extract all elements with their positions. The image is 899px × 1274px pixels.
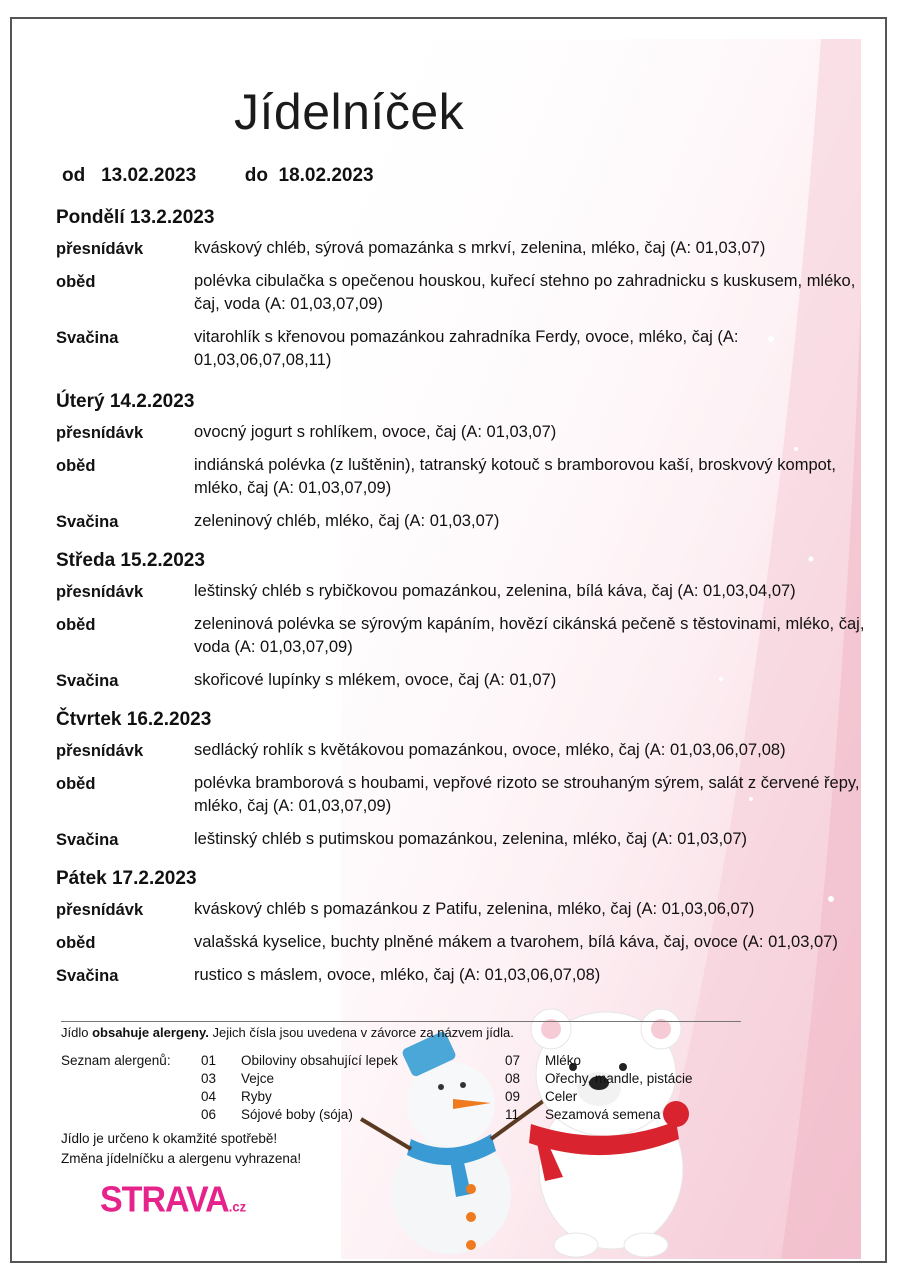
allergen-name: Celer (545, 1089, 578, 1104)
allergen-number: 04 (201, 1089, 217, 1104)
meal-description: polévka cibulačka s opečenou houskou, kuřecí stehno po zahradnicku s kuskusem, mléko, čaj, voda (A: 01,03,07,09) (194, 272, 856, 313)
allergen-list-label: Seznam alergenů: (61, 1053, 171, 1068)
day-title: Úterý 14.2.2023 (56, 391, 195, 412)
meal-type: oběd (56, 775, 96, 793)
meal-description: valašská kyselice, buchty plněné mákem a tvarohem, bílá káva, čaj, ovoce (A: 01,03,07) (194, 933, 838, 951)
day-title: Středa 15.2.2023 (56, 550, 205, 571)
range-to-label: do (244, 165, 268, 186)
meal-description: ovocný jogurt s rohlíkem, ovoce, čaj (A: 01,03,07) (194, 423, 557, 441)
meal-description: polévka bramborová s houbami, vepřové rizoto se strouhaným sýrem, salát z červené řepy, mléko, čaj (A: 01,03,07,09) (194, 774, 860, 815)
day-title: Pátek 17.2.2023 (56, 868, 197, 889)
range-from-date: 13.02.2023 (101, 165, 197, 186)
divider (61, 1021, 741, 1022)
allergen-item (201, 1089, 272, 1104)
meal-row (56, 454, 876, 500)
allergen-name: Vejce (241, 1071, 275, 1086)
meal-type: Svačina (56, 967, 119, 985)
day-title: Pondělí 13.2.2023 (56, 207, 215, 228)
allergen-number: 09 (505, 1089, 521, 1104)
meal-row (56, 828, 876, 851)
date-range (62, 165, 374, 187)
meal-row (56, 613, 876, 659)
allergen-name: Ořechy, mandle, pistácie (545, 1071, 693, 1086)
meal-description: skořicové lupínky s mlékem, ovoce, čaj (A: 01,07) (194, 671, 557, 689)
meal-type: oběd (56, 934, 96, 952)
allergen-number: 03 (201, 1071, 217, 1086)
allergen-number: 11 (505, 1107, 520, 1122)
allergen-number: 08 (505, 1071, 521, 1086)
meal-type: Svačina (56, 329, 119, 347)
footer-note-consumption: Jídlo je určeno k okamžité spotřebě! (61, 1131, 278, 1146)
note-suffix: Jejich čísla jsou uvedena v závorce za názvem jídla. (208, 1025, 514, 1040)
meal-type: přesnídávk (56, 240, 144, 258)
meal-description: zeleninová polévka se sýrovým kapáním, hovězí cikánská pečeně s těstovinami, mléko, čaj, voda (A: 01,03,07,09) (194, 615, 865, 656)
meal-type: Svačina (56, 513, 119, 531)
allergen-name: Ryby (241, 1089, 272, 1104)
allergen-item (201, 1071, 274, 1086)
logo-main-text: STRAVA (100, 1180, 229, 1220)
meal-type: oběd (56, 273, 96, 291)
allergen-name: Mléko (545, 1053, 582, 1068)
allergen-item (201, 1107, 353, 1122)
meal-row (56, 421, 876, 444)
allergen-item (505, 1089, 577, 1104)
meal-row (56, 931, 876, 954)
meal-row (56, 510, 876, 533)
allergen-number: 01 (201, 1053, 217, 1068)
allergen-item (505, 1053, 581, 1068)
range-from-label: od (62, 165, 86, 186)
meal-description: leštinský chléb s rybičkovou pomazánkou, zelenina, bílá káva, čaj (A: 01,03,04,07) (194, 582, 796, 600)
meal-row (56, 270, 876, 316)
meal-description: vitarohlík s křenovou pomazánkou zahradníka Ferdy, ovoce, mléko, čaj (A: 01,03,06,07,08,11) (194, 328, 739, 369)
day-title: Čtvrtek 16.2.2023 (56, 709, 212, 730)
allergen-item (201, 1053, 398, 1068)
meal-row (56, 669, 876, 692)
strava-logo (100, 1180, 246, 1221)
meal-description: kváskový chléb s pomazánkou z Patifu, zelenina, mléko, čaj (A: 01,03,06,07) (194, 900, 755, 918)
note-prefix: Jídlo (61, 1025, 93, 1040)
meal-row (56, 326, 876, 372)
day-block (56, 550, 876, 702)
note-bold: obsahuje alergeny. (92, 1025, 209, 1040)
allergen-note (61, 1025, 514, 1040)
menu-page (10, 17, 887, 1263)
allergen-name: Sezamová semena (545, 1107, 661, 1122)
meal-row (56, 964, 876, 987)
day-block (56, 207, 876, 382)
meal-row (56, 237, 876, 260)
meal-row (56, 772, 876, 818)
day-block (56, 391, 876, 543)
allergen-item (505, 1071, 693, 1086)
allergen-number: 06 (201, 1107, 217, 1122)
allergen-name: Sójové boby (sója) (241, 1107, 353, 1122)
meal-type: přesnídávk (56, 901, 144, 919)
meal-type: oběd (56, 457, 96, 475)
footer-note-changes: Změna jídelníčku a alergenu vyhrazena! (61, 1151, 302, 1166)
meal-description: zeleninový chléb, mléko, čaj (A: 01,03,07) (194, 512, 500, 530)
meal-row (56, 739, 876, 762)
meal-type: oběd (56, 616, 96, 634)
allergen-item (505, 1107, 661, 1122)
page-title: Jídelníček (234, 84, 465, 140)
day-block (56, 868, 876, 997)
meal-description: kváskový chléb, sýrová pomazánka s mrkví, zelenina, mléko, čaj (A: 01,03,07) (194, 239, 766, 257)
meal-row (56, 898, 876, 921)
meal-description: rustico s máslem, ovoce, mléko, čaj (A: 01,03,06,07,08) (194, 966, 601, 984)
logo-suffix-text: .cz (228, 1198, 247, 1215)
meal-row (56, 580, 876, 603)
allergen-name: Obiloviny obsahující lepek (241, 1053, 398, 1068)
meal-description: indiánská polévka (z luštěnin), tatranský kotouč s bramborovou kaší, broskvový kompot, mléko, čaj (A: 01,03,07,09) (194, 456, 836, 497)
meal-type: přesnídávk (56, 424, 144, 442)
day-block (56, 709, 876, 861)
allergen-number: 07 (505, 1053, 521, 1068)
meal-type: Svačina (56, 672, 119, 690)
meal-description: leštinský chléb s putimskou pomazánkou, zelenina, mléko, čaj (A: 01,03,07) (194, 830, 748, 848)
range-to-date: 18.02.2023 (278, 165, 374, 186)
meal-type: přesnídávk (56, 583, 144, 601)
meal-type: Svačina (56, 831, 119, 849)
meal-type: přesnídávk (56, 742, 144, 760)
meal-description: sedlácký rohlík s květákovou pomazánkou, ovoce, mléko, čaj (A: 01,03,06,07,08) (194, 741, 786, 759)
